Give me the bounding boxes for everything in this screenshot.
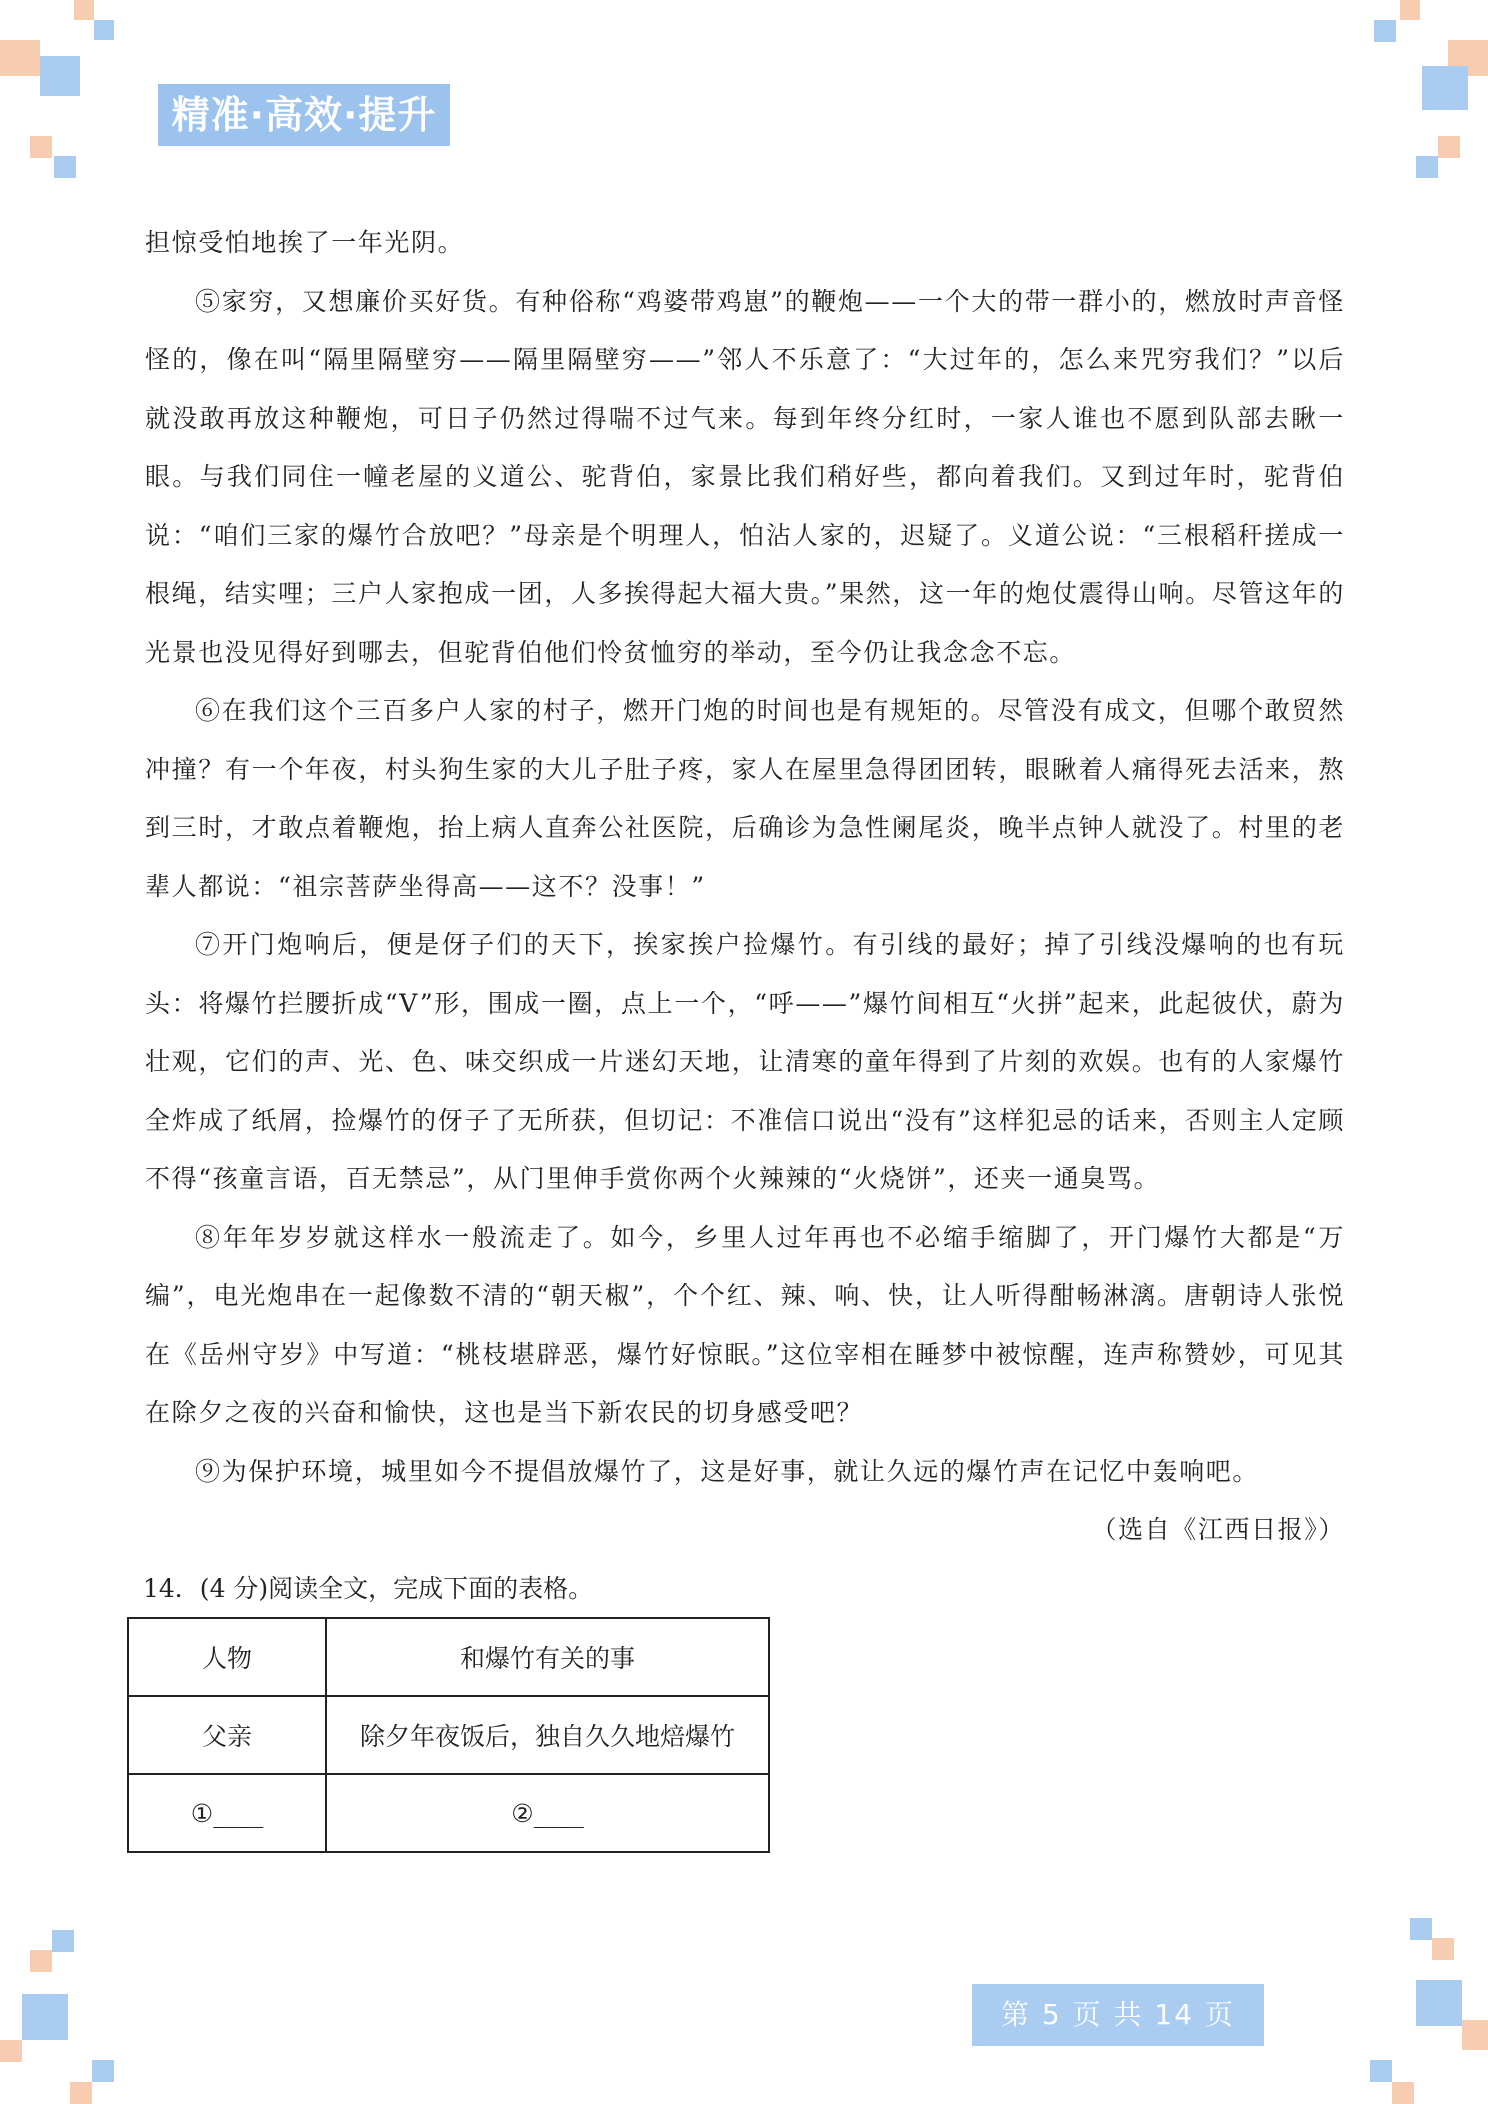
answer-blank-2: ②____ xyxy=(326,1774,769,1852)
table-header-event: 和爆竹有关的事 xyxy=(326,1618,769,1696)
table-header-row xyxy=(128,1618,769,1696)
table-header-person: 人物 xyxy=(128,1618,326,1696)
paragraph-5: ⑤家穷，又想廉价买好货。有种俗称“鸡婆带鸡崽”的鞭炮——一个大的带一群小的，燃放时声音怪怪的，像在叫“隔里隔壁穷——隔里隔壁穷——”邻人不乐意了：“大过年的，怎么来咒穷我们？”以后就没敢再放这种鞭炮，可日子仍然过得喘不过气来。每到年终分红时，一家人谁也不愿到队部去瞅一眼。与我们同住一幢老屋的义道公、驼背伯，家景比我们稍好些，都向着我们。又到过年时，驼背伯说：“咱们三家的爆竹合放吧？”母亲是个明理人，怕沾人家的，迟疑了。义道公说：“三根稻秆搓成一根绳，结实哩；三户人家抱成一团，人多挨得起大福大贵。”果然，这一年的炮仗震得山响。尽管这年的光景也没见得好到哪去，但驼背伯他们怜贫恤穷的举动，至今仍让我念念不忘。 xyxy=(145,286,1345,667)
brand-banner: 精准·高效·提升 xyxy=(158,84,450,146)
paragraph-9: ⑨为保护环境，城里如今不提倡放爆竹了，这是好事，就让久远的爆竹声在记忆中轰响吧。 xyxy=(195,1456,1260,1486)
answer-table xyxy=(127,1617,770,1853)
page-number: 第 5 页 共 14 页 xyxy=(972,1984,1264,2046)
table-row xyxy=(128,1774,769,1852)
table-cell: 除夕年夜饭后，独自久久地焙爆竹 xyxy=(326,1696,769,1774)
article-body xyxy=(145,214,1345,1560)
paragraph-continuation: 担惊受怕地挨了一年光阴。 xyxy=(145,228,465,257)
answer-blank-1: ①____ xyxy=(128,1774,326,1852)
paragraph-7: ⑦开门炮响后，便是伢子们的天下，挨家挨户捡爆竹。有引线的最好；掉了引线没爆响的也有玩头：将爆竹拦腰折成“V”形，围成一圈，点上一个，“呼——”爆竹间相互“火拼”起来，此起彼伏，蔚为壮观，它们的声、光、色、味交织成一片迷幻天地，让清寒的童年得到了片刻的欢娱。也有的人家爆竹全炸成了纸屑，捡爆竹的伢子了无所获，但切记：不准信口说出“没有”这样犯忌的话来，否则主人定顾不得“孩童言语，百无禁忌”，从门里伸手赏你两个火辣辣的“火烧饼”，还夹一通臭骂。 xyxy=(145,930,1345,1193)
table-row xyxy=(128,1696,769,1774)
question-14: 14．(4 分)阅读全文，完成下面的表格。 xyxy=(143,1574,594,1603)
paragraph-6: ⑥在我们这个三百多户人家的村子，燃开门炮的时间也是有规矩的。尽管没有成文，但哪个敢贸然冲撞？有一个年夜，村头狗生家的大儿子肚子疼，家人在屋里急得团团转，眼瞅着人痛得死去活来，熬到三时，才敢点着鞭炮，抬上病人直奔公社医院，后确诊为急性阑尾炎，晚半点钟人就没了。村里的老辈人都说：“祖宗菩萨坐得高——这不？没事！” xyxy=(145,696,1345,901)
source-citation: （选自《江西日报》） xyxy=(1091,1515,1345,1544)
paragraph-8: ⑧年年岁岁就这样水一般流走了。如今，乡里人过年再也不必缩手缩脚了，开门爆竹大都是“万编”，电光炮串在一起像数不清的“朝天椒”，个个红、辣、响、快，让人听得酣畅淋漓。唐朝诗人张悦在《岳州守岁》中写道：“桃枝堪辟恶，爆竹好惊眠。”这位宰相在睡梦中被惊醒，连声称赞妙，可见其在除夕之夜的兴奋和愉快，这也是当下新农民的切身感受吧？ xyxy=(145,1222,1345,1427)
table-cell: 父亲 xyxy=(128,1696,326,1774)
